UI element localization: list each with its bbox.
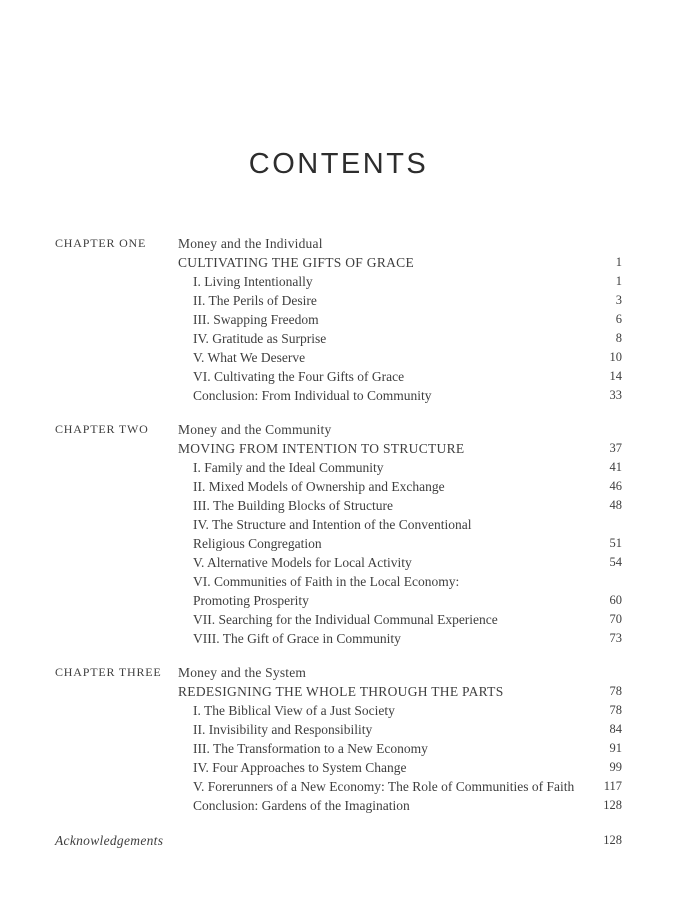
page-number: 33 [609,388,622,402]
page-title: CONTENTS [248,148,429,180]
chapter-label-blank [55,496,178,515]
toc-entry-text: Religious Congregation [193,536,322,551]
page-number: 10 [609,350,622,364]
toc-row [55,234,622,253]
page-number: 128 [603,833,622,847]
chapter-label: CHAPTER THREE [55,665,162,679]
toc-row [55,329,622,348]
acknowledgements-row [55,831,622,850]
chapter-label-blank [55,291,178,310]
page-number: 84 [609,722,622,736]
page-number: 128 [603,798,622,812]
toc-chapter [55,420,622,648]
chapter-label-blank [55,458,178,477]
chapter-label-blank [55,534,178,553]
page-number-blank [586,572,622,591]
page-number: 1 [615,255,622,269]
chapter-label-blank [55,796,178,815]
toc-entry-text: I. The Biblical View of a Just Society [193,703,395,718]
page-number: 41 [609,460,622,474]
chapter-label-blank [55,310,178,329]
page-number-blank [586,663,622,682]
toc-row [55,348,622,367]
chapter-label: CHAPTER ONE [55,236,147,250]
toc-row [55,610,622,629]
toc-row [55,796,622,815]
toc-row [55,439,622,458]
page-number: 37 [609,441,622,455]
page-number: 54 [609,555,622,569]
chapter-subject: Money and the Individual [178,236,323,251]
toc-entry-text: Conclusion: Gardens of the Imagination [193,798,410,813]
table-of-contents [55,234,622,850]
chapter-title: MOVING FROM INTENTION TO STRUCTURE [178,441,465,456]
chapter-label-blank [55,610,178,629]
chapter-label-blank [55,253,178,272]
toc-entry-text: VI. Communities of Faith in the Local Economy: [193,574,460,589]
page-number: 51 [609,536,622,550]
toc-row [55,272,622,291]
chapter-label: CHAPTER TWO [55,422,149,436]
page-number: 14 [609,369,622,383]
chapter-label-blank [55,477,178,496]
toc-row [55,682,622,701]
toc-entry-text: III. The Transformation to a New Economy [193,741,428,756]
toc-chapter [55,663,622,815]
toc-entry-text: II. The Perils of Desire [193,293,317,308]
page-number: 60 [609,593,622,607]
chapter-label-blank [55,758,178,777]
chapter-label-blank [55,591,178,610]
chapter-label-blank [55,272,178,291]
page-number: 99 [609,760,622,774]
toc-row [55,458,622,477]
chapter-label-blank [55,739,178,758]
page-number: 8 [615,331,622,345]
toc-row [55,420,622,439]
page-number: 46 [609,479,622,493]
chapter-label-blank [55,720,178,739]
page-number-blank [586,420,622,439]
toc-row [55,629,622,648]
toc-entry-text: V. Forerunners of a New Economy: The Role of Communities of Faith [193,779,575,794]
toc-row [55,553,622,572]
chapter-label-blank [55,629,178,648]
page-number: 48 [609,498,622,512]
page-number: 3 [615,293,622,307]
page-number: 78 [609,703,622,717]
page-number: 78 [609,684,622,698]
toc-entry-text: V. Alternative Models for Local Activity [193,555,412,570]
chapter-label-blank [55,439,178,458]
toc-row [55,515,622,534]
chapter-label-blank [55,553,178,572]
toc-entry-text: III. The Building Blocks of Structure [193,498,393,513]
toc-entry-text: IV. Four Approaches to System Change [193,760,407,775]
chapter-title: REDESIGNING THE WHOLE THROUGH THE PARTS [178,684,504,699]
toc-row [55,591,622,610]
page-number: 91 [609,741,622,755]
toc-entry-text: VI. Cultivating the Four Gifts of Grace [193,369,405,384]
toc-entry-text: Conclusion: From Individual to Community [193,388,432,403]
toc-row [55,253,622,272]
chapter-label-blank [55,777,178,796]
toc-row [55,534,622,553]
toc-row [55,367,622,386]
page-number: 1 [615,274,622,288]
chapter-subject: Money and the Community [178,422,332,437]
toc-entry-text: II. Invisibility and Responsibility [193,722,373,737]
chapter-label-blank [55,701,178,720]
toc-row [55,310,622,329]
toc-row [55,663,622,682]
chapter-title: CULTIVATING THE GIFTS OF GRACE [178,255,415,270]
chapter-subject: Money and the System [178,665,307,680]
toc-entry-text: Promoting Prosperity [193,593,309,608]
toc-entry-text: II. Mixed Models of Ownership and Exchange [193,479,445,494]
toc-entry-text: I. Living Intentionally [193,274,313,289]
toc-row [55,496,622,515]
chapter-label-blank [55,682,178,701]
toc-row [55,572,622,591]
toc-entry-text: IV. The Structure and Intention of the Conventional [193,517,472,532]
toc-row [55,291,622,310]
toc-entry-text: VII. Searching for the Individual Communal Experience [193,612,498,627]
toc-entry-text: VIII. The Gift of Grace in Community [193,631,401,646]
page-number: 73 [609,631,622,645]
toc-entry-text: III. Swapping Freedom [193,312,319,327]
toc-entry-text: V. What We Deserve [193,350,306,365]
chapter-label-blank [55,367,178,386]
page-number: 117 [603,779,622,793]
toc-entry-text: IV. Gratitude as Surprise [193,331,327,346]
chapter-label-blank [55,515,178,534]
toc-row [55,739,622,758]
chapter-label-blank [55,386,178,405]
page-number-blank [586,234,622,253]
acknowledgements-label: Acknowledgements [55,833,164,848]
page-number: 6 [615,312,622,326]
toc-entry-text: I. Family and the Ideal Community [193,460,384,475]
chapter-label-blank [55,572,178,591]
toc-chapter [55,234,622,405]
toc-row [55,477,622,496]
toc-row [55,758,622,777]
chapter-label-blank [55,348,178,367]
chapter-label-blank [55,329,178,348]
page-number: 70 [609,612,622,626]
toc-row [55,720,622,739]
page-number-blank [586,515,622,534]
toc-row [55,777,622,796]
toc-row [55,701,622,720]
toc-row [55,386,622,405]
